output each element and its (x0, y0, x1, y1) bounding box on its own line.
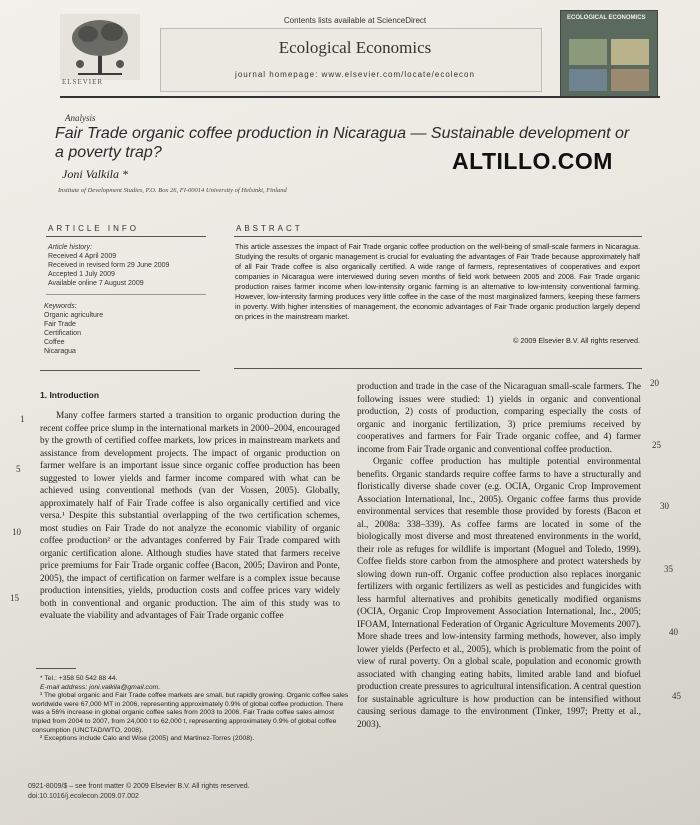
author-affiliation: Institute of Development Studies, P.O. Box 26, FI-00014 University of Helsinki, Finland (58, 187, 287, 194)
keyword-item: Coffee (44, 339, 65, 346)
keywords-block (44, 302, 214, 356)
article-author: Joni Valkila * (62, 167, 128, 181)
abstract-text: This article assesses the impact of Fair Trade organic coffee production on the well-being of small-scale farmers in Nicaragua. Studying the results of organic management is crucial for evaluating the advantages of Fair Trade because approximately half of all Fair Trade coffee is also organically certified. A wide range of farmers, representatives of cooperatives and export companies in Nicaragua were interviewed during seven months of field work between 2005 and 2008. Fair Trade organic production raises farmer income when low-intensity organic farming is an alternative to low-intensity conventional farming. However, low-intensity farming produces very little coffee in the case of the most marginalized farmers, keeping these farmers in poverty. With higher intensities of management, the economic advantages of Fair Trade organic production largely depend on prices in the mainstream market. (235, 242, 640, 321)
history-label: Article history: (48, 244, 92, 251)
line-number: 40 (669, 627, 678, 637)
body-paragraph: production and trade in the case of the Nicaraguan small-scale farmers. The following issues were studied: 1) yields in organic and conventional production, 2) costs of production, comparing especially the costs of organic and inorganic fertilization, 3) price premiums received by cooperatives and farmers for Fair Trade organic coffee, and 4) farmer income from Fair Trade organic and conventional coffee production. (357, 382, 641, 455)
history-item: Available online 7 August 2009 (48, 280, 144, 287)
line-number: 45 (672, 691, 681, 701)
line-number: 25 (652, 440, 661, 450)
line-number: 20 (650, 378, 659, 388)
article-info-heading: ARTICLE INFO (48, 224, 139, 233)
history-item: Received 4 April 2009 (48, 253, 117, 260)
line-number: 35 (664, 564, 673, 574)
abstract-copyright: © 2009 Elsevier B.V. All rights reserved. (513, 336, 640, 345)
keywords-label: Keywords: (44, 303, 77, 310)
history-item: Received in revised form 29 June 2009 (48, 262, 170, 269)
abstract-rule (234, 236, 642, 237)
footnote-rule (36, 668, 76, 669)
footnote-tel: * Tel.: +358 50 542 88 44. (40, 675, 118, 682)
footnote-2: ² Exceptions include Calo and Wise (2005) and Martinez-Torres (2008). (40, 735, 255, 743)
journal-name: Ecological Economics (278, 38, 432, 57)
article-info-rule (46, 236, 206, 237)
abstract-heading: ABSTRACT (236, 224, 303, 233)
body-column-left (40, 410, 340, 623)
doi-line: doi:10.1016/j.ecolecon.2009.07.002 (28, 793, 139, 800)
article-history (48, 243, 218, 288)
body-column-right (357, 381, 641, 731)
keywords-rule (46, 294, 206, 295)
keyword-item: Organic agriculture (44, 312, 104, 319)
publisher-logo-text: ELSEVIER (62, 78, 104, 86)
article-title: Fair Trade organic coffee production in Nicaragua — Sustainable development or a poverty trap? (55, 125, 630, 161)
keyword-item: Certification (44, 330, 81, 337)
keyword-item: Nicaragua (44, 348, 76, 355)
journal-homepage: journal homepage: www.elsevier.com/locate/ecolecon (235, 70, 475, 79)
footnote-1: ¹ The global organic and Fair Trade coffee markets are small, but rapidly growing. Organic coffee sales worldwide were 67,000 MT in 2006, representing approximately 0.9% of global coffee production. There was a 56% increase in global organic coffee sales from 2003 to 2006. Fair Trade coffee sales almost tripled from 2004 to 2007, from 24,000 t to 62,000 t, representing approximately 0.9% of global coffee consumption (UNCTAD/WTO, 2008). (32, 692, 349, 734)
line-number: 30 (660, 501, 669, 511)
history-item: Accepted 1 July 2009 (48, 271, 115, 278)
journal-cover-image (560, 10, 658, 98)
line-number: 10 (12, 527, 21, 537)
article-info-bottom-rule (40, 370, 200, 371)
body-paragraph: Many coffee farmers started a transition to organic production during the recent coffee price slump in the international markets in 2000–2004, encouraged by the growth of certified coffee markets, low prices in mainstream markets and assistance from development projects. The impact of organic production on farmer welfare is an important issue since organic coffee production has been suggested to lower yields and farmer income compared with what can be achieved using conventional methods (van der Vossen, 2005). Globally, approximately half of Fair Trade coffee is also organically certified and vice versa.¹ Despite this substantial overlapping of the two certification schemes, most studies on Fair Trade do not analyze the economic viability of organic coffee production² or the advantages conferred by Fair Trade compared with organic certification alone. Although studies have stated that farmers receive price premiums for Fair Trade organic coffee (Bacon, 2005; Daviron and Ponte, 2005), the impact of certification on farmer welfare is a complex issue because production intensities, yields, production costs and coffee prices vary widely both in conventional and organic production. The aim of this study was to evaluate the viability and advantages of Fair Trade organic coffee (40, 411, 340, 621)
header-rule (60, 96, 660, 98)
keyword-item: Fair Trade (44, 321, 76, 328)
article-section: Analysis (65, 113, 96, 123)
line-number: 15 (10, 593, 19, 603)
cover-title: ECOLOGICAL ECONOMICS (567, 15, 646, 21)
line-number: 5 (16, 464, 21, 474)
issn-line: 0921-8009/$ – see front matter © 2009 Elsevier B.V. All rights reserved. (28, 783, 250, 790)
line-number: 1 (20, 414, 25, 424)
abstract-bottom-rule (234, 368, 642, 369)
body-paragraph: Organic coffee production has multiple potential environmental benefits. Organic standards require coffee farms to have a structurally and floristically diverse shade cover (e.g. OCIA, Organic Crop Improvement Association International, Inc., 2005). Organic coffee farms thus provide environmental services that resemble those provided by forests (Bacon et al., 2008a: 338–339). As coffee farms are located in some of the biologically most diverse and most threatened environments in the world, their role as refuges for wildlife is important (Moguel and Toledo, 1999). Coffee fields store carbon from the atmosphere and protect watersheds by slowing down run-off. Organic coffee production also replaces inorganic fertilizers with organic fertilizers as well as pesticides and fungicides with less harmful alternatives and prohibits genetically modified organisms (OCIA, Organic Crop Improvement Association International, Inc., 2005; IFOAM, International Federation of Organic Agriculture Movements 2007). More shade trees and low-intensity farming methods, however, also imply lower yields (Perfecto et al., 2005), which is problematic from the point of view of rural poverty. On a global scale, population and economic growth associated with changing eating habits, limited arable land and biofuel production create pressures to agricultural intensification. A central question for sustainable agriculture is how production can be intensified without causing serious damage to the environment (Tinker, 1997; Pretty et al., 2003). (357, 457, 641, 730)
footnotes (32, 675, 350, 744)
footnote-email: E-mail address: joni.valkila@gmail.com. (40, 683, 161, 691)
contents-line: Contents lists available at ScienceDirect (283, 16, 427, 25)
watermark-text: ALTILLO.COM (452, 148, 613, 174)
introduction-heading: 1. Introduction (40, 390, 100, 400)
bottom-info (28, 782, 348, 802)
